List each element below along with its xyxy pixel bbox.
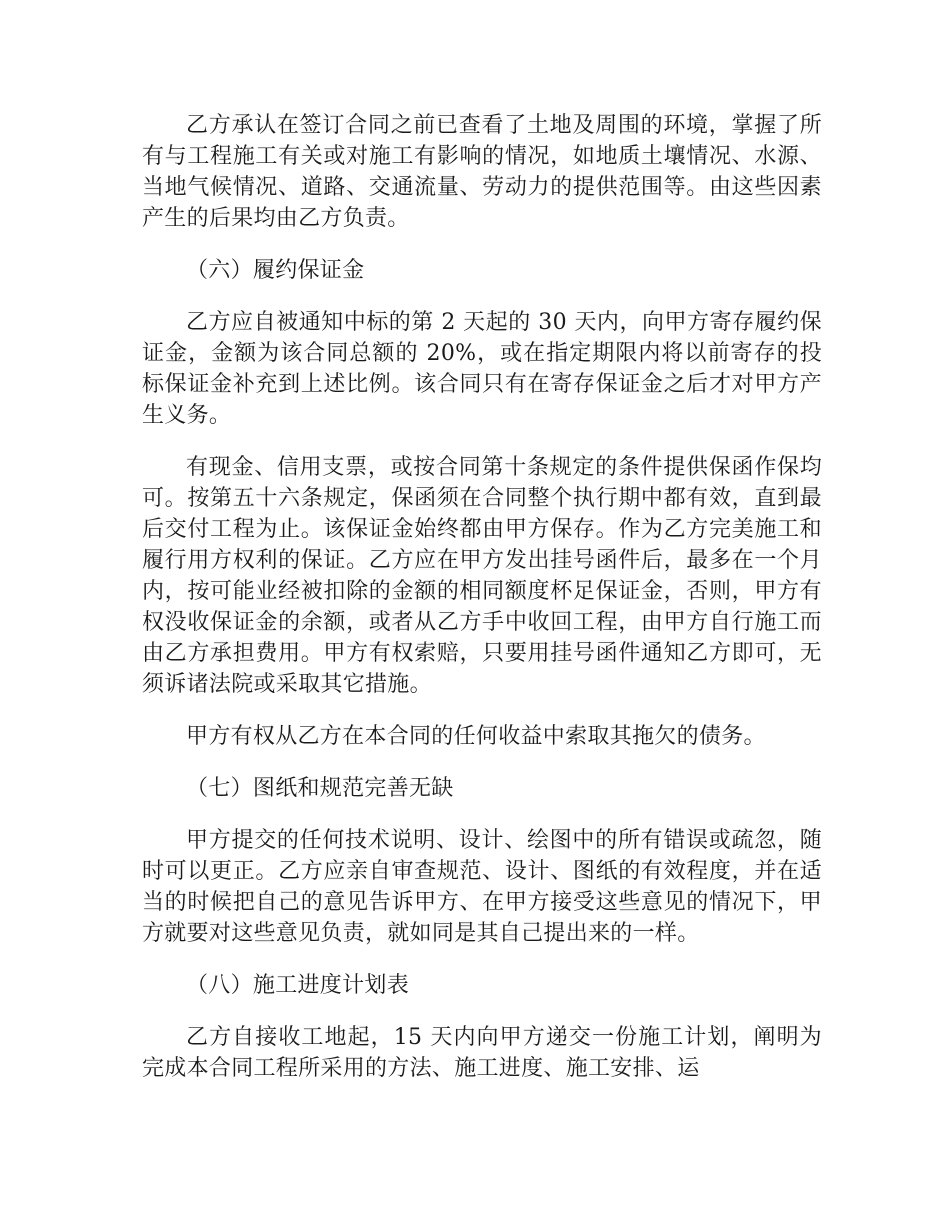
paragraph-bond-forms: 有现金、信用支票，或按合同第十条规定的条件提供保函作保均可。按第五十六条规定，保函须在合同整个执行期中都有效，直到最后交付工程为止。该保证金始终都由甲方保存。作为乙方完美施工和履行用方权利的保证。乙方应在甲方发出挂号函件后，最多在一个月内，按可能业经被扣除的金额的相同额度杯足保证金，否则，甲方有权没收保证金的余额，或者从乙方手中收回工程，由甲方自行施工而由乙方承担费用。甲方有权索赔，只要用挂号函件通知乙方即可，无须诉诸法院或采取其它措施。 (142, 455, 822, 697)
paragraph-drawings-corrections: 甲方提交的任何技术说明、设计、绘图中的所有错误或疏忽，随时可以更正。乙方应亲自审查规范、设计、图纸的有效程度，并在适当的时候把自己的意见告诉甲方、在甲方接受这些意见的情况下，甲方就要对这些意见负责，就如同是其自己提出来的一样。 (142, 828, 822, 946)
paragraph-bond-deposit: 乙方应自被通知中标的第 2 天起的 30 天内，向甲方寄存履约保证金，金额为该合同总额的 20%，或在指定期限内将以前寄存的投标保证金补充到上述比例。该合同只有在寄存保证金之后才对甲方产生义务。 (142, 310, 822, 428)
paragraph-schedule-plan: 乙方自接收工地起，15 天内向甲方递交一份施工计划，阐明为完成本合同工程所采用的方法、施工进度、施工安排、运 (142, 1025, 822, 1081)
section-heading-drawings-specs: （七）图纸和规范完善无缺 (186, 776, 454, 801)
paragraph-site-inspection: 乙方承认在签订合同之前已查看了土地及周围的环境，掌握了所有与工程施工有关或对施工有影响的情况，如地质土壤情况、水源、当地气候情况、道路、交通流量、劳动力的提供范围等。由这些因素产生的后果均由乙方负责。 (142, 113, 822, 231)
document-body (142, 110, 822, 1105)
paragraph-debt-recovery: 甲方有权从乙方在本合同的任何收益中索取其拖欠的债务。 (186, 724, 766, 749)
section-heading-schedule: （八）施工进度计划表 (186, 973, 410, 998)
section-heading-performance-bond: （六）履约保证金 (186, 258, 365, 283)
